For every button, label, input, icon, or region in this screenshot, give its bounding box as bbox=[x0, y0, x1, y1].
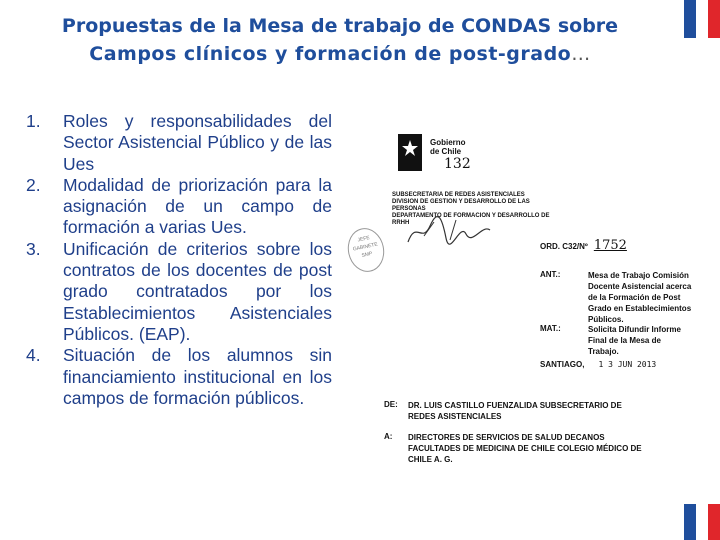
list-number: 1. bbox=[26, 111, 41, 131]
slide-title bbox=[30, 12, 650, 68]
list-item bbox=[26, 239, 332, 345]
de-label: DE: bbox=[384, 400, 398, 409]
proposal-list bbox=[26, 111, 332, 409]
office-stamp: JEFE GABINETE SMP bbox=[344, 225, 388, 276]
list-number: 4. bbox=[26, 345, 41, 366]
title-ellipsis: … bbox=[571, 43, 591, 65]
subsecretaria-line: DEPARTAMENTO DE FORMACION Y DESARROLLO DE RRHH bbox=[392, 213, 550, 226]
list-item bbox=[26, 111, 332, 175]
list-number: 2. bbox=[26, 174, 41, 195]
gobierno-label: Gobierno de Chile bbox=[430, 138, 466, 156]
list-item bbox=[26, 345, 332, 409]
santiago-label: SANTIAGO, bbox=[540, 360, 585, 369]
ord-label: ORD. C32/Nº bbox=[540, 242, 588, 251]
ant-text: Mesa de Trabajo Comisión Docente Asistencial acerca de la Formación de Post Grado en Establecimientos Públicos. bbox=[588, 271, 692, 324]
subsecretaria-line: SUBSECRETARIA DE REDES ASISTENCIALES bbox=[392, 192, 525, 198]
ant-label: ANT.: bbox=[540, 270, 561, 279]
title-line-1: Propuestas de la Mesa de trabajo de CONDAS sobre bbox=[61, 15, 619, 37]
scanned-document bbox=[344, 120, 692, 470]
flag-accent-top bbox=[672, 0, 720, 38]
list-text: Unificación de criterios sobre los contratos de los docentes de post grado contratados por los Establecimientos Asistenciales Públicos. (EAP). bbox=[63, 238, 332, 344]
list-number: 3. bbox=[26, 238, 41, 259]
de-text: DR. LUIS CASTILLO FUENZALIDA SUBSECRETARIO DE REDES ASISTENCIALES bbox=[408, 401, 622, 421]
flag-accent-bottom bbox=[672, 504, 720, 540]
a-label: A: bbox=[384, 432, 393, 441]
mat-label: MAT.: bbox=[540, 324, 561, 333]
mat-text: Solicita Difundir Informe Final de la Mesa de Trabajo. bbox=[588, 325, 681, 356]
list-text: Modalidad de priorización para la asignación de un campo de formación a varias Ues. bbox=[63, 174, 332, 238]
santiago-line bbox=[540, 360, 656, 369]
list-item bbox=[26, 175, 332, 239]
signature-icon bbox=[404, 214, 494, 250]
title-line-2 bbox=[30, 40, 650, 68]
ord-line bbox=[540, 238, 627, 253]
handwritten-number: 132 bbox=[444, 156, 471, 172]
chile-crest-icon bbox=[390, 130, 430, 178]
list-text: Situación de los alumnos sin financiamiento institucional en los campos de formación públicos. bbox=[63, 345, 332, 408]
title-line-2-text: Campos clínicos y formación de post-grado bbox=[89, 43, 572, 65]
a-text: DIRECTORES DE SERVICIOS DE SALUD DECANOS FACULTADES DE MEDICINA DE CHILE COLEGIO MÉDICO DE CHILE A. G. bbox=[408, 433, 642, 464]
ord-number: 1752 bbox=[593, 238, 627, 253]
santiago-date: 1 3 JUN 2013 bbox=[598, 360, 657, 369]
list-text: Roles y responsabilidades del Sector Asistencial Público y de las Ues bbox=[63, 111, 332, 174]
subsecretaria-line: DIVISION DE GESTION Y DESARROLLO DE LAS PERSONAS bbox=[392, 199, 530, 212]
